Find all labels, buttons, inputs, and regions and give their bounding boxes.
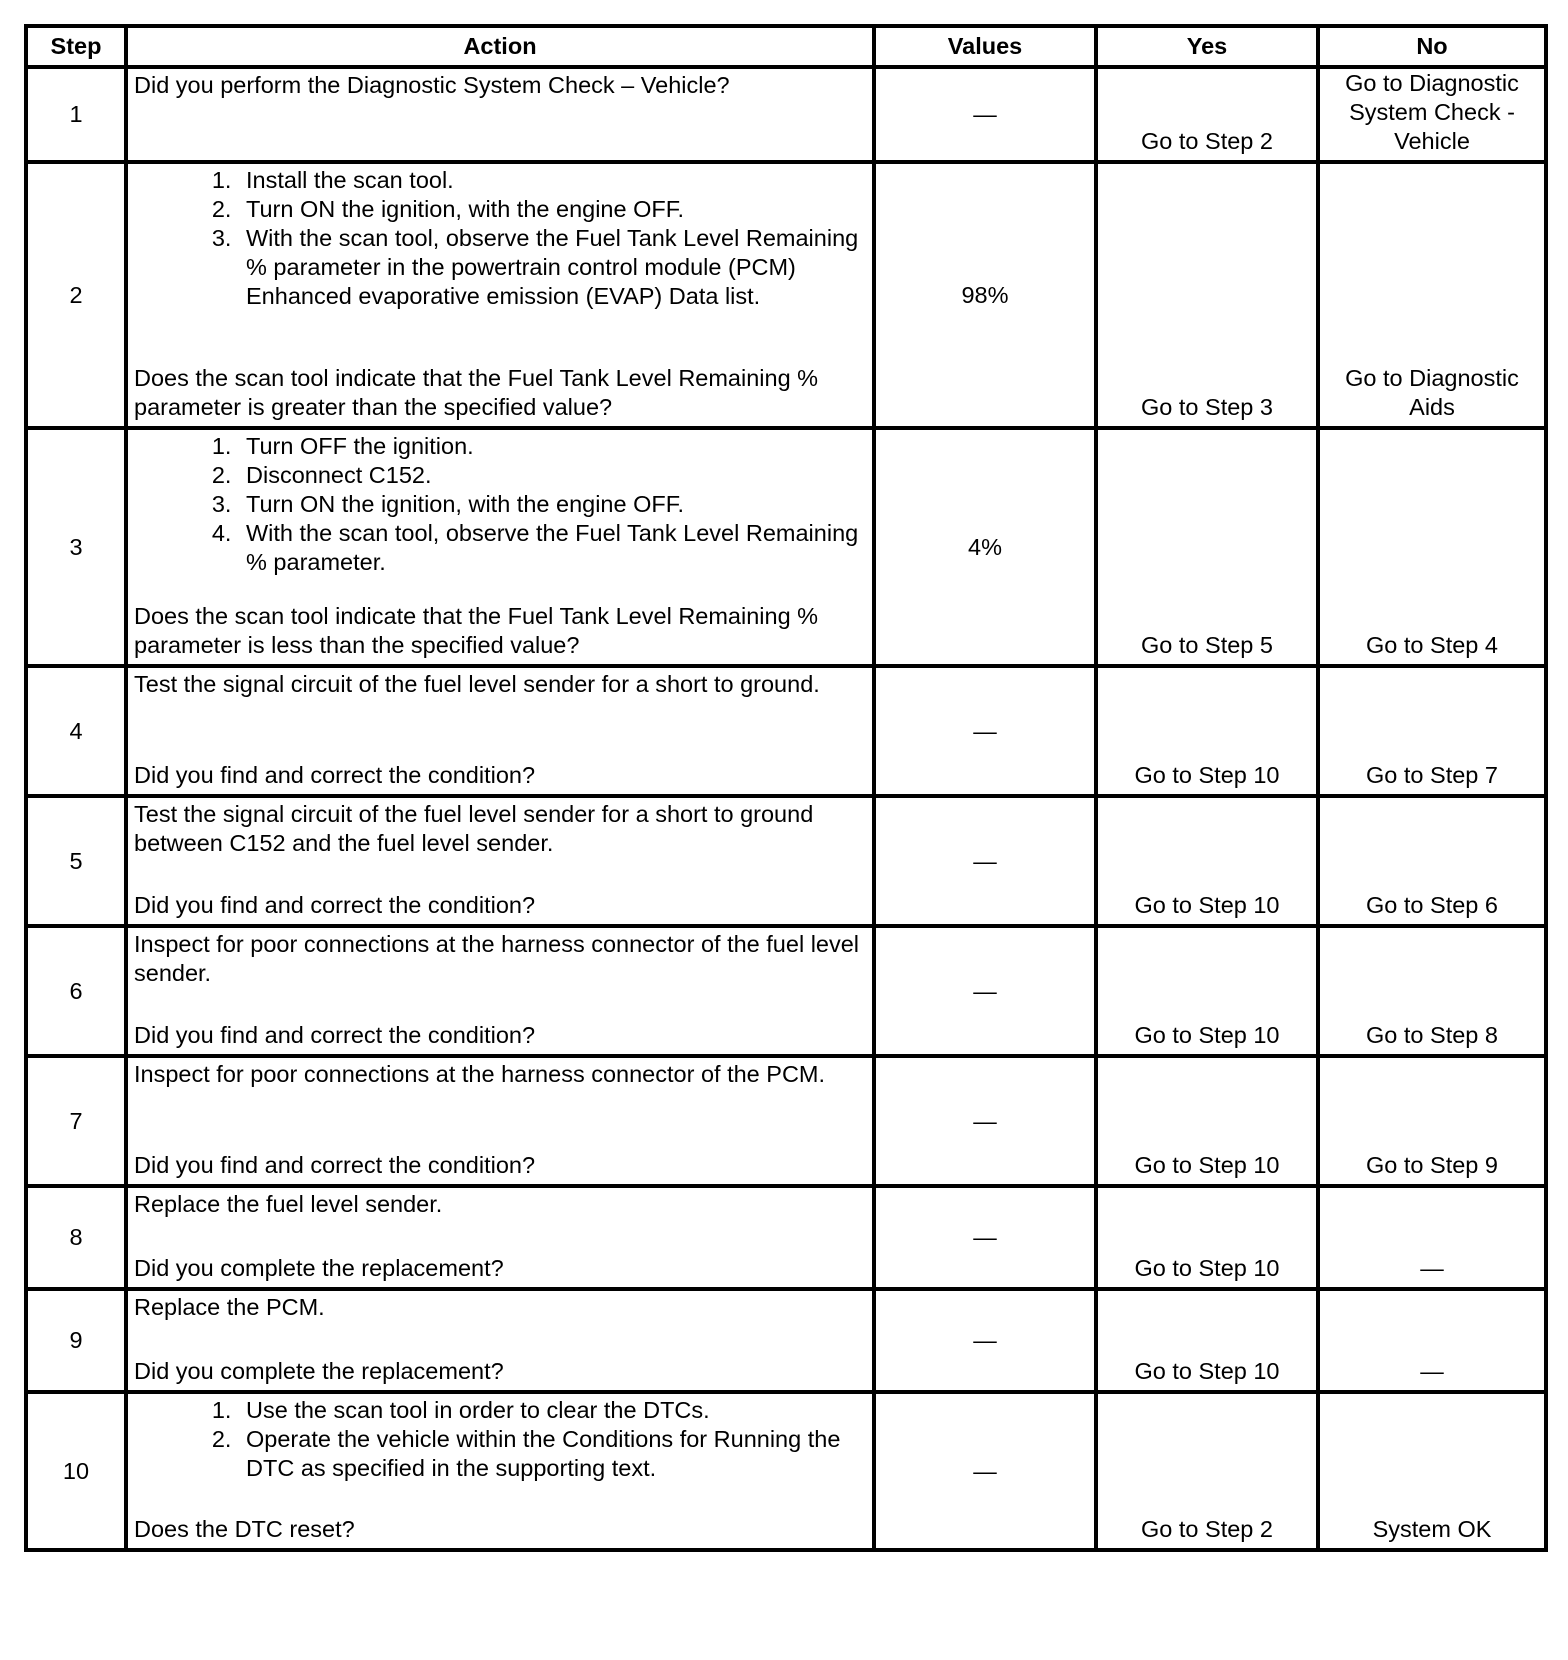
numbered-step-item: 1. Use the scan tool in order to clear the DTCs. [238,1396,866,1425]
table-row [26,1289,1546,1392]
action-content [128,668,872,794]
value-cell: — [874,1289,1096,1392]
step-number: 8 [26,1186,126,1289]
yes-action: Go to Step 10 [1134,762,1280,788]
action-content [128,164,872,426]
yes-cell [1096,926,1318,1056]
action-content [128,1188,872,1287]
yes-action: Go to Step 10 [1134,1022,1280,1048]
table-row [26,428,1546,666]
numbered-step-item: 2. Operate the vehicle within the Conditions for Running the DTC as specified in the supporting text. [238,1425,866,1483]
no-cell [1318,162,1546,428]
action-cell [126,796,874,926]
no-cell [1318,428,1546,666]
action-content [128,1058,872,1184]
step-number: 4 [26,666,126,796]
yes-cell [1096,666,1318,796]
step-number: 10 [26,1392,126,1550]
action-question: Does the scan tool indicate that the Fuel Tank Level Remaining % parameter is greater than the specified value? [134,365,819,420]
table-row [26,1186,1546,1289]
numbered-step-item: 3. Turn ON the ignition, with the engine OFF. [238,490,866,519]
yes-action: Go to Step 10 [1134,1358,1280,1384]
table-row [26,796,1546,926]
action-content [128,928,872,1054]
action-text: Test the signal circuit of the fuel level sender for a short to ground. [134,671,820,697]
numbered-steps [134,1396,866,1483]
numbered-steps [134,166,866,311]
value-cell: — [874,1392,1096,1550]
yes-cell [1096,1186,1318,1289]
header-step: Step [26,26,126,67]
numbered-step-item: 1. Install the scan tool. [238,166,866,195]
step-number: 5 [26,796,126,926]
action-instructions [134,166,866,311]
action-cell [126,1056,874,1186]
action-text: Inspect for poor connections at the harness connector of the fuel level sender. [134,931,860,986]
step-number: 6 [26,926,126,1056]
no-action: Go to Step 4 [1366,632,1498,658]
action-question: Did you find and correct the condition? [134,1152,536,1178]
action-instructions [134,800,866,858]
yes-cell [1096,1289,1318,1392]
action-instructions [134,670,866,699]
no-cell [1318,926,1546,1056]
action-cell [126,666,874,796]
no-cell [1318,1186,1546,1289]
value-cell: — [874,666,1096,796]
action-cell [126,1289,874,1392]
no-action: Go to Step 6 [1366,892,1498,918]
value-cell: 98% [874,162,1096,428]
yes-cell [1096,67,1318,162]
action-text: Replace the fuel level sender. [134,1191,443,1217]
numbered-step-item: 3. With the scan tool, observe the Fuel Tank Level Remaining % parameter in the powertrain control module (PCM) Enhanced evaporative emission (EVAP) Data list. [238,224,866,311]
no-cell [1318,67,1546,162]
table-row [26,67,1546,162]
numbered-steps [134,432,866,577]
no-cell [1318,1392,1546,1550]
action-instructions [134,1293,866,1322]
action-cell [126,926,874,1056]
action-text: Test the signal circuit of the fuel level sender for a short to ground between C152 and the fuel level sender. [134,801,814,856]
step-number: 3 [26,428,126,666]
table-body [26,67,1546,1550]
action-text: Replace the PCM. [134,1294,325,1320]
value-cell: — [874,926,1096,1056]
no-action: Go to Step 8 [1366,1022,1498,1048]
yes-action: Go to Step 3 [1141,394,1273,420]
table-row [26,1392,1546,1550]
numbered-step-item: 2. Turn ON the ignition, with the engine OFF. [238,195,866,224]
table-row [26,926,1546,1056]
no-cell [1318,1056,1546,1186]
yes-action: Go to Step 2 [1141,128,1273,154]
action-instructions [134,1190,866,1219]
no-action: Go to Step 7 [1366,762,1498,788]
action-cell [126,428,874,666]
action-cell [126,1392,874,1550]
value-cell: — [874,1056,1096,1186]
header-yes: Yes [1096,26,1318,67]
yes-action: Go to Step 10 [1134,1255,1280,1281]
value-cell: 4% [874,428,1096,666]
action-question: Does the scan tool indicate that the Fuel Tank Level Remaining % parameter is less than the specified value? [134,603,819,658]
action-question: Does the DTC reset? [134,1516,355,1542]
no-cell [1318,1289,1546,1392]
no-action: System OK [1372,1516,1492,1542]
action-instructions [134,71,866,100]
table-row [26,162,1546,428]
yes-action: Go to Step 10 [1134,1152,1280,1178]
action-content [128,798,872,924]
numbered-step-item: 2. Disconnect C152. [238,461,866,490]
step-number: 2 [26,162,126,428]
action-cell [126,1186,874,1289]
action-question: Did you find and correct the condition? [134,762,536,788]
header-row [26,26,1546,67]
action-content [128,1291,872,1390]
diagnostic-table [24,24,1548,1552]
step-number: 1 [26,67,126,162]
action-instructions [134,1060,866,1089]
action-question: Did you find and correct the condition? [134,892,536,918]
numbered-step-item: 4. With the scan tool, observe the Fuel Tank Level Remaining % parameter. [238,519,866,577]
yes-cell [1096,1056,1318,1186]
numbered-step-item: 1. Turn OFF the ignition. [238,432,866,461]
header-no: No [1318,26,1546,67]
action-question: Did you complete the replacement? [134,1358,504,1384]
no-cell [1318,666,1546,796]
header-values: Values [874,26,1096,67]
action-content [128,69,872,158]
value-cell: — [874,796,1096,926]
yes-action: Go to Step 5 [1141,632,1273,658]
step-number: 7 [26,1056,126,1186]
action-instructions [134,1396,866,1483]
yes-cell [1096,1392,1318,1550]
yes-action: Go to Step 10 [1134,892,1280,918]
action-text: Inspect for poor connections at the harness connector of the PCM. [134,1061,826,1087]
action-content [128,1394,872,1548]
no-action: Go to Diagnostic System Check - Vehicle [1345,70,1519,154]
yes-cell [1096,796,1318,926]
action-text: Did you perform the Diagnostic System Check – Vehicle? [134,72,730,98]
table-row [26,1056,1546,1186]
action-instructions [134,432,866,577]
no-action: — [1420,1358,1444,1384]
yes-cell [1096,162,1318,428]
header-action: Action [126,26,874,67]
action-question: Did you complete the replacement? [134,1255,504,1281]
value-cell: — [874,67,1096,162]
yes-cell [1096,428,1318,666]
value-cell: — [874,1186,1096,1289]
no-cell [1318,796,1546,926]
action-content [128,430,872,664]
action-instructions [134,930,866,988]
table-row [26,666,1546,796]
step-number: 9 [26,1289,126,1392]
action-cell [126,67,874,162]
action-question: Did you find and correct the condition? [134,1022,536,1048]
action-cell [126,162,874,428]
no-action: Go to Step 9 [1366,1152,1498,1178]
no-action: Go to Diagnostic Aids [1345,365,1519,420]
no-action: — [1420,1255,1444,1281]
yes-action: Go to Step 2 [1141,1516,1273,1542]
